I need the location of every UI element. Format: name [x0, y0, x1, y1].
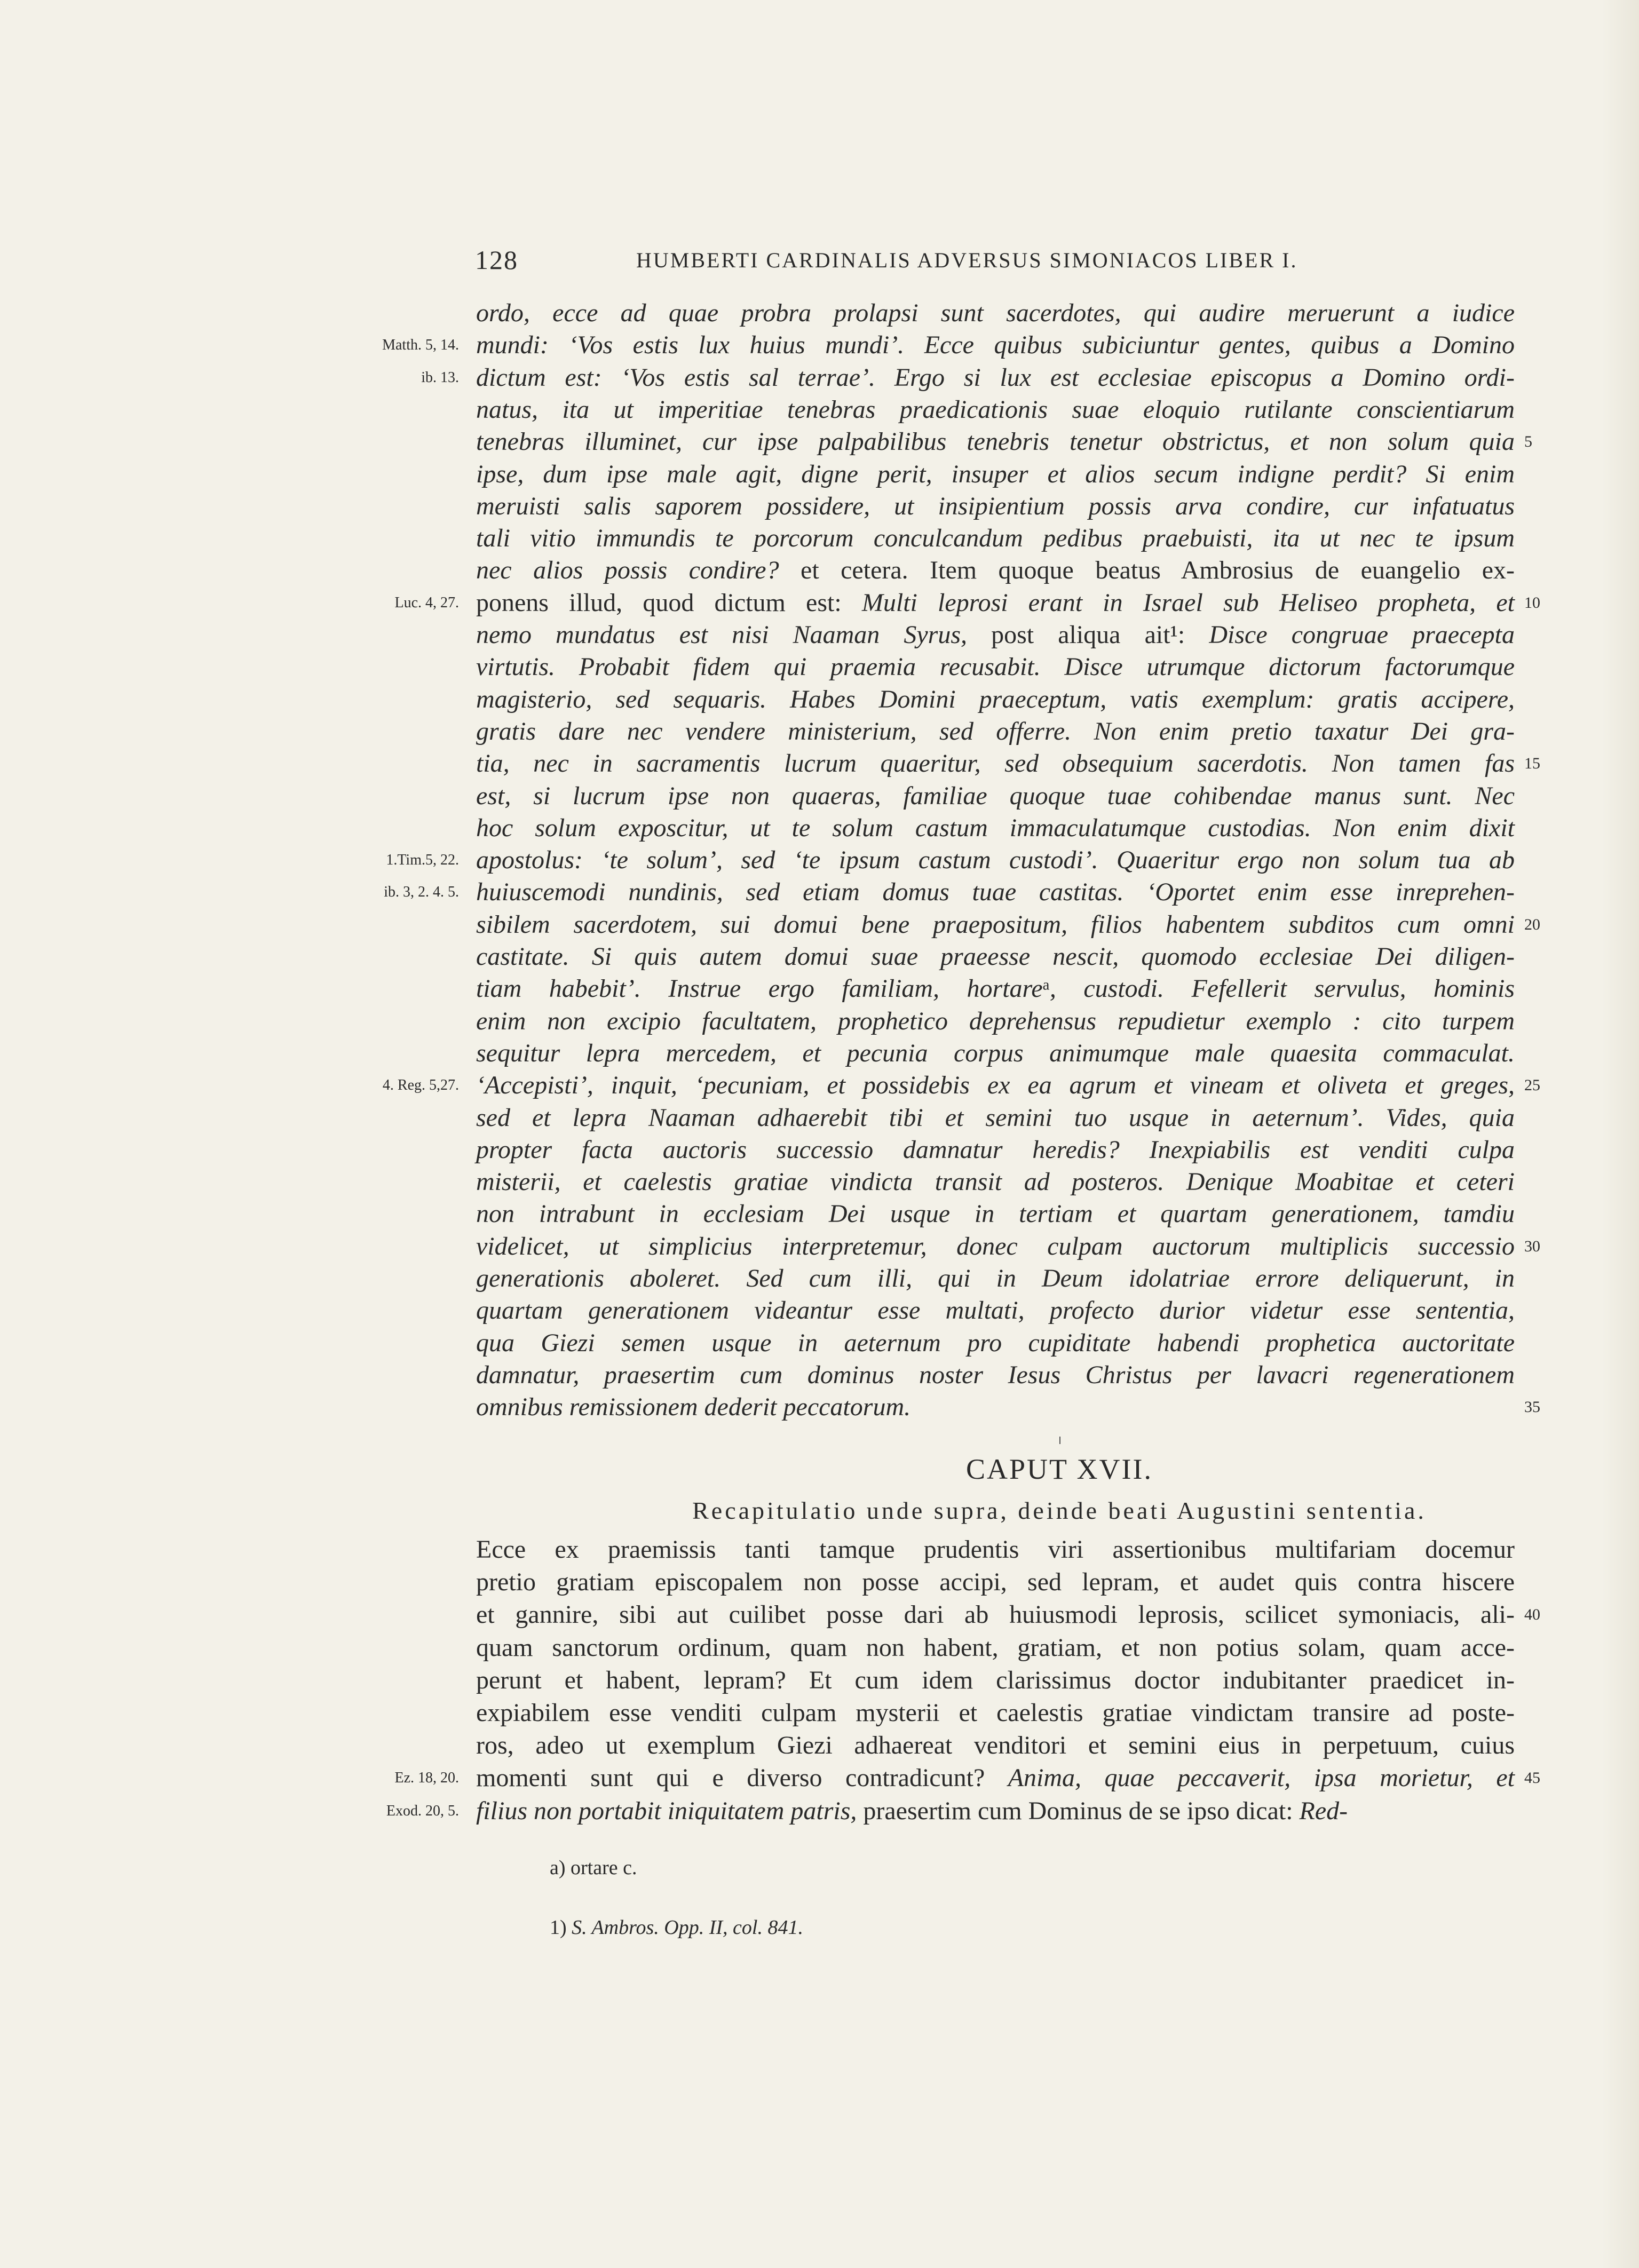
text-segment: tali vitio immundis te porcorum conculcandum pedibus praebuisti, ita ut nec te ipsum — [476, 524, 1515, 553]
text-segment: tiam habebit’. Instrue ergo familiam, hortare — [476, 974, 1043, 1003]
footnote-1-text: S. Ambros. Opp. II, col. 841. — [572, 1916, 803, 1939]
text-segment: sequitur lepra mercedem, et pecunia corpus animumque male quaesita commaculat. — [476, 1038, 1515, 1067]
body-line — [476, 393, 1515, 427]
text-segment: omnibus remissionem dederit peccatorum. — [476, 1393, 911, 1422]
body-line — [476, 779, 1515, 813]
text-segment: gratis dare nec vendere ministerium, sed offerre. Non enim pretio taxatur Dei gra- — [476, 717, 1515, 746]
text-segment: sed et lepra Naaman adhaerebit tibi et semini tuo usque in aeternum’. Vides, quia — [476, 1103, 1515, 1132]
text-segment: huiuscemodi nundinis, sed etiam domus tuae castitas. ‘Oportet enim esse inreprehen- — [476, 878, 1515, 907]
body-line — [476, 1036, 1515, 1070]
body-line — [476, 1004, 1515, 1038]
body-line — [476, 715, 1515, 749]
body-line — [476, 457, 1515, 491]
text-segment: hoc solum exposcitur, ut te solum castum immaculatumque custodias. Non enim dixit — [476, 813, 1515, 842]
line-number: 10 — [1524, 593, 1540, 612]
margin-reference: 4. Reg. 5,27. — [382, 1077, 459, 1094]
text-segment: ipse, dum ipse male agit, digne perit, insuper et alios secum indigne perdit? Si enim — [476, 459, 1515, 488]
body-line — [476, 650, 1515, 684]
text-segment: momenti sunt qui e diverso contradicunt? — [476, 1764, 1008, 1793]
text-segment: expiabilem esse venditi culpam mysterii et caelestis gratiae vindictam transire ad poste- — [476, 1699, 1515, 1727]
line-number: 30 — [1524, 1237, 1540, 1255]
text-segment: mundi: ‘Vos estis lux huius mundi’. Ecce quibus subiciuntur gentes, quibus a Domino — [476, 331, 1515, 360]
text-segment: damnatur, praesertim cum dominus noster Iesus Christus per lavacri regenerationem — [476, 1360, 1515, 1389]
body-line — [476, 1358, 1515, 1392]
body-line — [476, 1390, 1515, 1424]
text-segment: non intrabunt in ecclesiam Dei usque in tertiam et quartam generationem, tamdiu — [476, 1200, 1515, 1228]
page-header — [475, 244, 1489, 282]
text-segment: quartam generationem videantur esse multati, profecto durior videtur esse sententia, — [476, 1296, 1515, 1325]
margin-reference: ib. 13. — [421, 369, 459, 386]
text-segment: tia, nec in sacramentis lucrum quaeritur, sed obsequium sacerdotis. Non tamen fas — [476, 749, 1515, 778]
chapter-line — [476, 1761, 1515, 1795]
text-segment: nec alios possis condire? — [476, 556, 779, 585]
body-line — [476, 1197, 1515, 1231]
text-segment: nemo mundatus est nisi Naaman Syrus, — [476, 621, 968, 649]
text-segment: ᵃ — [1042, 974, 1050, 1003]
body-line — [476, 553, 1515, 588]
body-line — [476, 683, 1515, 717]
page-number: 128 — [475, 245, 518, 275]
chapter-line — [476, 1598, 1515, 1632]
body-line — [476, 1133, 1515, 1167]
body-line — [476, 843, 1515, 877]
text-segment: tenebras illuminet, cur ipse palpabilibus tenebris tenetur obstrictus, et non solum quia — [476, 427, 1515, 456]
text-segment: natus, ita ut imperitiae tenebras praedicationis suae eloquio rutilante conscientiarum — [476, 395, 1515, 424]
body-line — [476, 521, 1515, 556]
text-segment: filius non portabit iniquitatem patris, — [476, 1796, 857, 1825]
text-segment: generationis aboleret. Sed cum illi, qui in Deum idolatriae errore deliquerunt, in — [476, 1264, 1515, 1292]
margin-reference: Matth. 5, 14. — [382, 337, 459, 354]
text-segment: virtutis. Probabit fidem qui praemia recusabit. Disce utrumque dictorum factorumque — [476, 653, 1515, 681]
page-gutter-shadow — [1602, 0, 1639, 2268]
text-segment: castitate. Si quis autem domui suae praeesse nescit, quomodo ecclesiae Dei diligen- — [476, 942, 1515, 971]
margin-reference: ib. 3, 2. 4. 5. — [384, 884, 459, 901]
text-segment: magisterio, sed sequaris. Habes Domini praeceptum, vatis exemplum: gratis accipere, — [476, 685, 1515, 713]
footnote-a: a) ortare c. — [550, 1857, 637, 1879]
text-segment: Anima, quae peccaverit, ipsa morietur, et — [1008, 1764, 1515, 1793]
text-segment: ‘Accepisti’, inquit, ‘pecuniam, et possidebis ex ea agrum et vineam et oliveta et greges, — [476, 1071, 1515, 1100]
text-segment: apostolus: ‘te solum’, sed ‘te ipsum castum custodi’. Quaeritur ergo non solum tua ab — [476, 846, 1515, 875]
body-line — [476, 618, 1515, 652]
body-line — [476, 972, 1515, 1006]
chapter-line — [476, 1631, 1515, 1665]
text-segment: ros, adeo ut exemplum Giezi adhaereat venditori et semini eius in perpetuum, cuius — [476, 1731, 1515, 1760]
line-number: 25 — [1524, 1076, 1540, 1095]
chapter-line — [476, 1533, 1515, 1567]
body-line — [476, 1294, 1515, 1328]
body-line — [476, 328, 1515, 362]
line-number: 35 — [1524, 1398, 1540, 1416]
chapter-line — [476, 1696, 1515, 1730]
text-segment: pretio gratiam episcopalem non posse accipi, sed lepram, et audet quis contra hiscere — [476, 1568, 1515, 1597]
text-segment: misterii, et caelestis gratiae vindicta transit ad posteros. Denique Moabitae et ceteri — [476, 1168, 1515, 1196]
footnote-1-label: 1) — [550, 1916, 572, 1939]
section-divider — [1059, 1437, 1060, 1444]
text-segment: ponens illud, quod dictum est: — [476, 588, 862, 617]
chapter-heading: CAPUT XVII. — [965, 1453, 1153, 1485]
running-title: HUMBERTI CARDINALIS ADVERSUS SIMONIACOS LIBER I. — [636, 248, 1298, 272]
text-segment: est, si lucrum ipse non quaeras, familiae quoque tuae cohibendae manus sunt. Nec — [476, 781, 1515, 810]
text-segment: Red- — [1299, 1796, 1348, 1825]
text-segment: post aliqua ait¹: — [967, 621, 1209, 649]
text-segment: videlicet, ut simplicius interpretemur, donec culpam auctorum multiplicis successio — [476, 1232, 1515, 1260]
footnote-1 — [550, 1916, 803, 1939]
body-line — [476, 425, 1515, 459]
line-number: 45 — [1524, 1769, 1540, 1787]
body-line — [476, 1326, 1515, 1360]
text-segment: Multi leprosi erant in Israel sub Heliseo propheta, et — [861, 588, 1515, 617]
text-segment: ordo, ecce ad quae probra prolapsi sunt sacerdotes, qui audire meruerunt a iudice — [476, 299, 1515, 327]
body-line — [476, 586, 1515, 620]
body-line — [476, 361, 1515, 395]
body-line — [476, 940, 1515, 974]
text-segment: dictum est: ‘Vos estis sal terrae’. Ergo si lux est ecclesiae episcopus a Domino ordi- — [476, 363, 1515, 392]
chapter-subheading: Recapitulatio unde supra, deinde beati Augustini sententia. — [692, 1497, 1427, 1524]
text-segment: sibilem sacerdotem, sui domui bene praepositum, filios habentem subditos cum omni — [476, 910, 1515, 939]
body-line — [476, 1165, 1515, 1199]
body-line — [476, 747, 1515, 781]
text-segment: enim non excipio facultatem, prophetico deprehensus repudietur exemplo : cito turpem — [476, 1006, 1515, 1035]
chapter-line — [476, 1794, 1515, 1828]
text-segment: propter facta auctoris successio damnatur heredis? Inexpiabilis est venditi culpa — [476, 1135, 1515, 1164]
line-number: 15 — [1524, 755, 1540, 773]
margin-reference: Exod. 20, 5. — [386, 1802, 459, 1819]
body-line — [476, 489, 1515, 524]
body-line — [476, 1262, 1515, 1296]
chapter-line — [476, 1728, 1515, 1763]
body-line — [476, 296, 1515, 330]
body-line — [476, 1101, 1515, 1135]
text-segment: , custodi. Fefellerit servulus, hominis — [1049, 974, 1515, 1003]
text-segment: et gannire, sibi aut cuilibet posse dari ab huiusmodi leprosis, scilicet symoniacis, ali- — [476, 1600, 1515, 1629]
margin-reference: Ez. 18, 20. — [394, 1770, 459, 1787]
chapter-line — [476, 1565, 1515, 1599]
margin-reference: 1.Tim.5, 22. — [386, 852, 459, 869]
line-number: 20 — [1524, 915, 1540, 933]
text-segment: perunt et habent, lepram? Et cum idem clarissimus doctor indubitanter praedicet in- — [476, 1666, 1515, 1694]
text-segment: Ecce ex praemissis tanti tamque prudentis viri assertionibus multifariam docemur — [476, 1535, 1515, 1564]
text-segment: qua Giezi semen usque in aeternum pro cupiditate habendi prophetica auctoritate — [476, 1328, 1515, 1357]
body-line — [476, 1230, 1515, 1264]
body-line — [476, 875, 1515, 909]
text-segment: praesertim cum Dominus de se ipso dicat: — [857, 1796, 1300, 1825]
line-number: 5 — [1524, 433, 1532, 451]
body-line — [476, 811, 1515, 845]
body-line — [476, 1068, 1515, 1103]
text-segment: Disce congruae praecepta — [1209, 621, 1515, 649]
body-line — [476, 908, 1515, 942]
chapter-line — [476, 1663, 1515, 1698]
text-segment: et cetera. Item quoque beatus Ambrosius de euangelio ex- — [779, 556, 1515, 585]
line-number: 40 — [1524, 1606, 1540, 1624]
text-segment: meruisti salis saporem possidere, ut insipientium possis arva condire, cur infatuatus — [476, 491, 1515, 520]
text-segment: quam sanctorum ordinum, quam non habent, gratiam, et non potius solam, quam acce- — [476, 1633, 1515, 1662]
margin-reference: Luc. 4, 27. — [394, 594, 459, 611]
